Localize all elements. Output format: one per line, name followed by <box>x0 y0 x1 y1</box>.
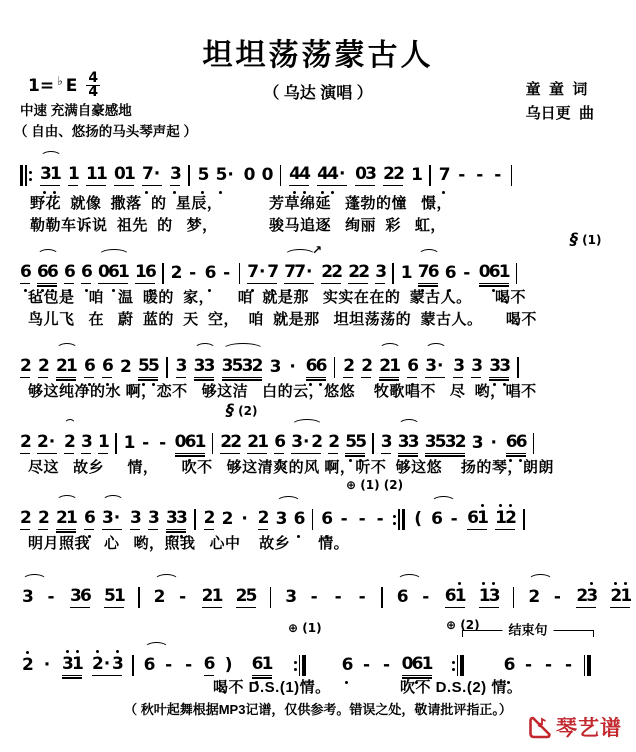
barline <box>132 641 134 685</box>
note-token: 3 <box>285 587 298 607</box>
note-token: - <box>358 587 366 607</box>
note-token: 0 6 1 <box>402 640 432 685</box>
note-token: 2 · 3 <box>92 640 122 685</box>
note-token: 3 · 2 <box>291 418 321 463</box>
lyrics-line: 明月照我 心 哟，照我 心中 故乡 情。 <box>28 535 350 552</box>
note-token: 2 2 <box>348 262 371 282</box>
barline <box>381 573 383 617</box>
key-prefix: 1= <box>28 75 55 96</box>
site-logo <box>528 712 622 742</box>
marker-icon: ↗ <box>312 243 323 257</box>
page-title: 坦坦荡荡蒙古人 <box>202 39 434 72</box>
note-token: 6 6 <box>506 418 526 463</box>
note-token: 0 3 <box>355 164 378 184</box>
note-token: - <box>340 509 348 529</box>
note-token: 2 2 <box>383 164 406 184</box>
note-token: 1 <box>400 263 413 283</box>
note-token: · <box>490 433 498 453</box>
note-token: 2 1 <box>247 432 270 452</box>
lyrics-line: 够这纯净的水 啊，恋不 够这洁 白的云，悠悠 牧歌唱不 尽 哟，唱不 <box>28 383 537 400</box>
note-token: - <box>545 655 553 675</box>
note-token: 6 <box>321 495 331 539</box>
barline <box>138 573 140 617</box>
coda-icon: ⊕ (2) <box>446 618 480 632</box>
note-token: 6 <box>294 495 304 539</box>
note-token: 3 3 <box>398 418 418 463</box>
barline <box>429 151 431 195</box>
note-token: 2 <box>170 263 183 283</box>
note-token: 6 <box>431 495 441 539</box>
note-token: 3 <box>471 356 484 376</box>
note-token: - <box>450 509 458 529</box>
note-token: 2 <box>257 508 270 528</box>
note-token: 0 6 1 <box>479 248 509 293</box>
note-token: - <box>334 587 342 607</box>
note-token: 2 <box>328 432 341 452</box>
note-token: 1 2 <box>495 494 515 539</box>
note-token: 6 <box>84 342 94 387</box>
note-token: - <box>179 587 187 607</box>
note-token: 3 <box>175 356 188 376</box>
note-token: - <box>463 263 471 283</box>
note-token: 6 <box>20 248 30 293</box>
segno-icon: § (2) <box>226 400 258 419</box>
meter-top: 4 <box>88 70 99 86</box>
note-token: 3 · <box>102 494 122 539</box>
note-token: 6 6 <box>306 342 326 387</box>
note-token: 6 <box>274 418 284 463</box>
note-token: 2 <box>22 641 32 685</box>
note-token: 3 <box>380 432 393 452</box>
barline <box>20 151 32 195</box>
note-token: 2 2 <box>321 262 344 282</box>
note-token: 3 3 <box>489 342 509 387</box>
note-token: 7 · <box>142 150 162 195</box>
note-token: 2 2 <box>220 432 243 452</box>
note-token: 2 <box>361 356 374 376</box>
note-token: 0 <box>243 165 256 185</box>
note-token: 6 <box>102 342 112 387</box>
note-token: · <box>43 655 51 675</box>
coda-icon: ⊕ (1) (2) <box>346 478 404 492</box>
note-token: 3 <box>130 508 142 528</box>
note-token: 2 1 <box>610 572 630 617</box>
note-token: - <box>494 165 502 185</box>
note-token: 3 5 3 2 <box>424 432 467 452</box>
note-token: - <box>383 655 391 675</box>
intro-annotation: （ 自由、悠扬的马头琴声起 ） <box>14 124 198 139</box>
note-token: - <box>47 587 55 607</box>
note-token: 2 <box>120 357 132 377</box>
note-token: 5 1 <box>104 586 126 606</box>
note-token: 3 <box>375 262 388 282</box>
score-line <box>20 150 512 195</box>
note-token: ( <box>414 509 423 529</box>
note-token: - <box>159 433 167 453</box>
note-token: 7 7 · <box>284 248 314 293</box>
note-token: 1 3 <box>479 572 499 617</box>
note-token: 5 · <box>216 151 236 195</box>
note-token: 3 <box>81 432 93 452</box>
barline <box>280 151 282 195</box>
barline <box>523 495 525 539</box>
note-token: 3 3 <box>166 494 186 539</box>
tempo-marking: 中速 充满自豪感地 <box>20 103 132 118</box>
note-token: 6 1 <box>445 572 465 617</box>
note-token: 2 <box>38 508 50 528</box>
note-token: 3 <box>148 508 160 528</box>
note-token: 2 <box>20 432 32 452</box>
note-token: 1 1 <box>85 164 108 184</box>
note-token: 2 1 <box>201 586 224 606</box>
note-token: 3 3 <box>194 342 214 387</box>
note-token: 5 <box>198 151 208 195</box>
note-token: ) <box>224 655 233 675</box>
note-token: 2 <box>64 418 74 463</box>
music-note-icon <box>528 714 554 740</box>
note-token: - <box>363 655 371 675</box>
note-token: 1 <box>123 433 136 453</box>
note-token: 2 <box>38 356 50 376</box>
logo-text: 琴艺谱 <box>556 717 622 740</box>
note-token: 5 5 <box>345 418 365 463</box>
note-token: 6 <box>504 641 514 685</box>
barline <box>511 151 513 195</box>
note-token: 6 <box>84 494 94 539</box>
note-token: 7 6 <box>418 248 438 293</box>
note-token: - <box>458 165 466 185</box>
barline <box>188 151 190 195</box>
note-token: - <box>223 263 231 283</box>
note-token: 3 <box>471 433 484 453</box>
composer: 乌日更 曲 <box>525 105 594 122</box>
note-token: 3 1 <box>62 640 82 685</box>
lyricist: 童 童 词 <box>525 81 588 98</box>
lyrics-line: 吹不 D.S.(2) 情。 <box>400 679 523 696</box>
time-signature <box>86 72 100 99</box>
note-token: 2 <box>20 356 32 376</box>
note-token: 2 1 <box>56 342 76 387</box>
note-token: 2 1 <box>56 494 76 539</box>
note-token: 6 <box>342 641 352 685</box>
barline <box>393 495 405 539</box>
note-token: 3 <box>453 356 466 376</box>
note-token: 7 · 7 <box>247 248 277 293</box>
note-token: 2 3 <box>576 572 596 617</box>
note-token: - <box>165 655 173 675</box>
note-token: 0 <box>261 165 274 185</box>
segno-icon: § (1) <box>570 229 602 248</box>
note-token: 2 <box>528 573 538 617</box>
note-token: 6 <box>203 654 216 674</box>
note-token: 0 6 1 <box>98 248 128 293</box>
note-token: - <box>422 587 430 607</box>
note-token: 2 5 <box>235 586 258 606</box>
note-token: 0 6 1 <box>175 418 205 463</box>
note-token: 0 1 <box>113 164 136 184</box>
note-token: - <box>142 433 150 453</box>
note-token: 6 1 <box>467 494 487 539</box>
note-token: 7 <box>439 151 449 195</box>
note-token: 3 6 <box>70 586 92 606</box>
lyrics-line: 尽这 故乡 情， 吹不 够这清爽的风 啊，听不 够这悠 扬的琴，朗朗 <box>28 459 554 476</box>
note-token: 6 <box>397 573 407 617</box>
credits <box>526 78 594 126</box>
lyrics-line: 勒勒车诉说 祖先 的 梦， 骏马追逐 绚丽 彩 虹， <box>30 217 446 234</box>
lyrics-line: 野花 就像 撒落 的 星辰， 芳草绵延 蓬勃的憧 憬， <box>30 195 453 212</box>
note-token: 6 <box>81 248 91 293</box>
note-token: - <box>376 509 384 529</box>
performer-subtitle: （ 乌达 演唱 ） <box>263 85 373 102</box>
meter-bottom: 4 <box>88 84 99 100</box>
lyrics-line: 鸟儿飞 在 蔚 蓝的 天 空， 咱 就是那 坦坦荡荡的 蒙古人。 喝不 <box>28 311 537 328</box>
note-token: 2 <box>20 508 32 528</box>
note-token: 3 5 3 2 <box>222 342 262 387</box>
note-token: 2 · <box>37 432 56 452</box>
score-line <box>22 572 636 617</box>
note-token: 3 <box>170 150 180 195</box>
note-token: 3 <box>22 573 32 617</box>
note-token: 6 <box>144 641 154 685</box>
note-token: 2 <box>203 508 216 528</box>
note-token: 3 1 <box>40 150 60 195</box>
barline <box>584 641 591 685</box>
note-token: - <box>565 655 573 675</box>
note-token: 6 6 <box>37 248 57 293</box>
lyrics-line: 喝不 D.S.(1)情。 <box>213 679 331 696</box>
ending-bracket <box>462 622 594 638</box>
barline <box>270 573 272 617</box>
note-token: 6 <box>445 249 455 293</box>
note-token: 1 6 <box>135 248 155 293</box>
key-signature <box>28 72 100 99</box>
lyrics-line: 毡包是 咱 温 暖的 家， 咱 就是那 实实在在的 蒙古人。 喝不 <box>28 289 527 306</box>
note-token: · <box>241 509 248 529</box>
note-token: 2 <box>154 573 164 617</box>
note-token: 4 4 <box>289 150 309 195</box>
note-token: 2 1 <box>379 342 399 387</box>
note-token: 3 <box>276 495 286 539</box>
note-token: - <box>553 587 561 607</box>
note-token: - <box>476 165 484 185</box>
note-token: 1 <box>98 432 110 452</box>
footer-note: （ 秋叶起舞根据MP3记谱，仅供参考。错误之处，敬请批评指正。） <box>124 702 512 717</box>
note-token: 4 4 · <box>317 150 347 195</box>
note-token: 2 <box>343 356 356 376</box>
barline <box>513 573 515 617</box>
note-token: - <box>358 509 366 529</box>
note-token: 1 <box>411 165 424 185</box>
key-note: E <box>65 75 78 96</box>
note-token: 1 <box>67 164 80 184</box>
ending-bracket-label: 结束句 <box>502 620 553 639</box>
note-token: - <box>310 587 318 607</box>
note-token: 3 <box>269 357 282 377</box>
note-token: 6 <box>407 342 417 387</box>
note-token: 6 <box>64 248 74 293</box>
note-token: 3 · <box>425 342 445 387</box>
note-token: 5 5 <box>138 342 158 387</box>
note-token: 6 1 <box>252 640 272 685</box>
flat-icon: ♭ <box>57 73 63 88</box>
note-token: - <box>525 655 533 675</box>
note-token: - <box>189 263 197 283</box>
note-token: 2 <box>221 509 234 529</box>
note-token: 6 <box>205 249 215 293</box>
coda-icon: ⊕ (1) <box>288 621 322 635</box>
note-token: - <box>185 655 193 675</box>
note-token: · <box>289 357 296 377</box>
